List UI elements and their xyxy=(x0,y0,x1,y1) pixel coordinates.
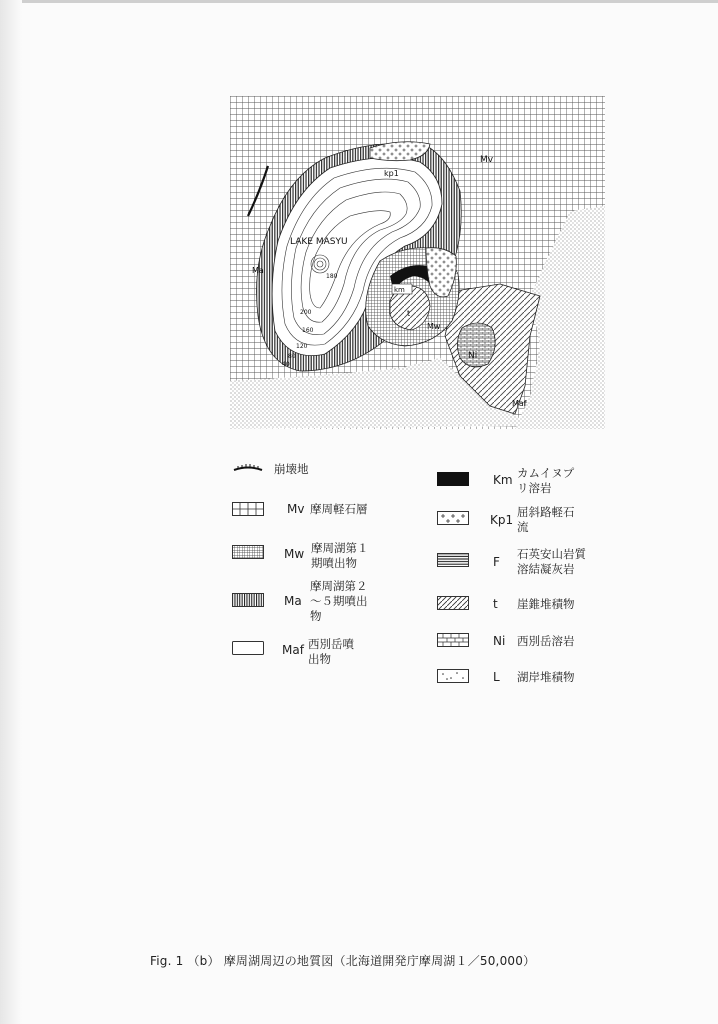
label-depth-180: 180 xyxy=(326,273,338,280)
label-depth-120: 120 xyxy=(296,343,308,350)
legend-desc: 西別岳溶岩 xyxy=(517,634,575,648)
legend-code: Mw xyxy=(284,547,305,561)
legend-code: Km xyxy=(493,473,513,487)
label-depth-200: 200 xyxy=(300,309,312,316)
label-depth-40: 40 xyxy=(282,361,290,368)
label-lake: LAKE MASYU xyxy=(290,237,348,247)
legend-diagonal-symbol xyxy=(437,596,469,610)
legend-grid-symbol xyxy=(232,502,264,516)
legend-solid-symbol xyxy=(437,472,469,486)
legend-blank-symbol xyxy=(232,641,264,655)
legend-desc: 摩周湖第２ ～５期噴出 物 xyxy=(310,579,368,623)
figure-caption: Fig. 1 （b） 摩周湖周辺の地質図（北海道開発庁摩周湖１／50,000） xyxy=(150,954,536,968)
legend-desc: 摩周湖第１ 期噴出物 xyxy=(311,541,369,570)
label-km: km xyxy=(394,286,405,294)
legend-code: L xyxy=(493,670,500,684)
label-maf: Maf xyxy=(512,399,527,408)
legend-bricks-symbol xyxy=(437,633,469,647)
legend-fine-grid-symbol xyxy=(232,545,264,559)
legend-desc: 崖錐堆積物 xyxy=(517,597,575,611)
page-top-edge xyxy=(0,0,718,3)
legend-desc: カムイヌプ リ溶岩 xyxy=(517,466,575,495)
legend-code: Ma xyxy=(284,594,302,608)
legend-desc: 石英安山岩質 溶結凝灰岩 xyxy=(517,547,586,576)
legend-code: Maf xyxy=(282,643,304,657)
label-ni: Ni xyxy=(468,351,478,361)
legend-crosses-symbol xyxy=(437,511,469,525)
label-depth-80: 80 xyxy=(288,353,296,360)
label-kp1: kp1 xyxy=(384,169,399,178)
legend-vertical-symbol xyxy=(232,593,264,607)
legend-code: t xyxy=(493,597,498,611)
legend-code: Mv xyxy=(287,502,305,516)
legend-desc: 屈斜路軽石 流 xyxy=(517,505,575,534)
legend-scarp-symbol xyxy=(232,461,264,475)
geological-map xyxy=(230,96,605,429)
legend-desc: 摩周軽石層 xyxy=(310,502,368,516)
label-depth-160: 160 xyxy=(302,327,314,334)
legend-desc: 湖岸堆積物 xyxy=(517,670,575,684)
label-mv: Mv xyxy=(480,155,494,165)
page-binding-shadow xyxy=(0,0,22,1024)
legend-code: Kp1 xyxy=(490,513,514,527)
legend-desc: 西別岳噴 出物 xyxy=(308,637,354,666)
label-t: t xyxy=(407,309,411,318)
legend-dots-symbol xyxy=(437,669,469,683)
legend-code: F xyxy=(493,555,500,569)
legend-horizontal-symbol xyxy=(437,553,469,567)
label-ma: Ma xyxy=(252,266,264,275)
label-mw: Mw xyxy=(427,322,441,331)
legend-desc: 崩壊地 xyxy=(274,462,309,476)
legend-code: Ni xyxy=(493,634,506,648)
